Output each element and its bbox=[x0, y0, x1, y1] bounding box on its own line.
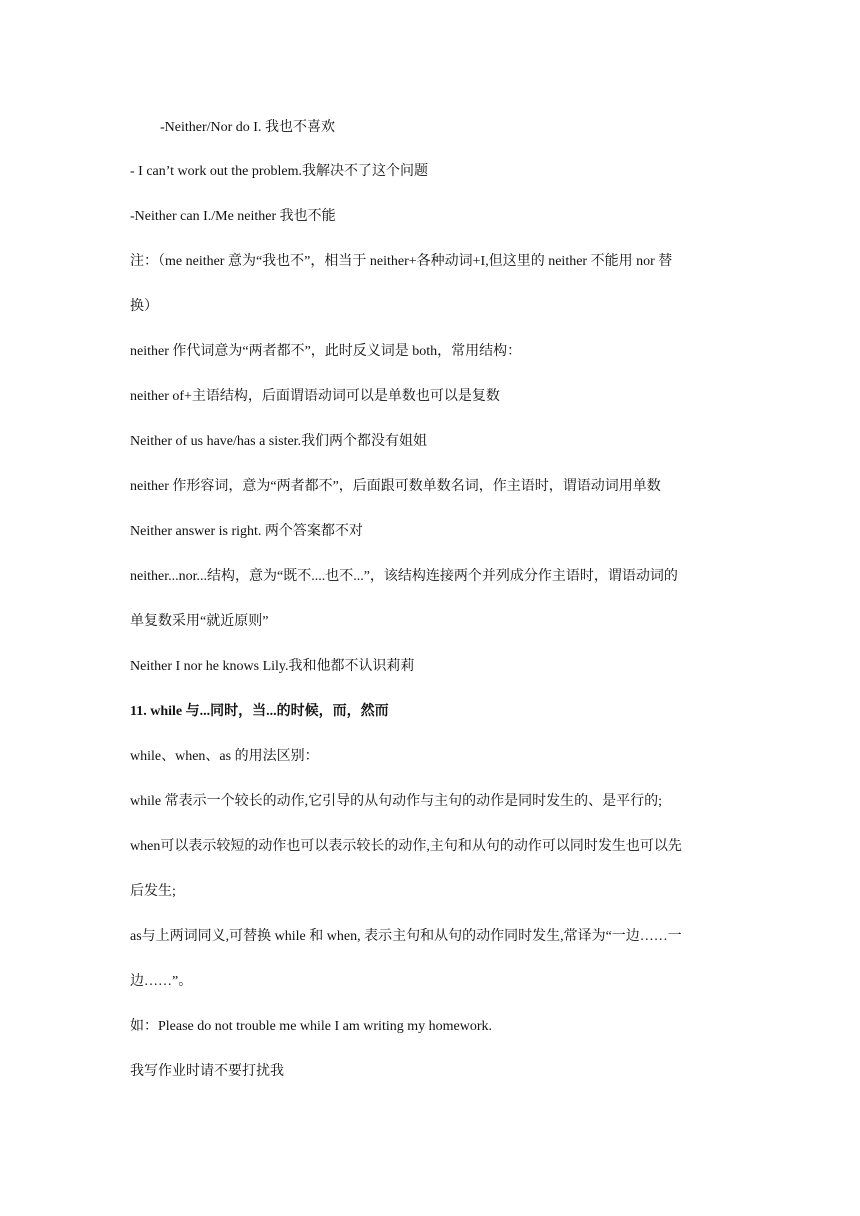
text-line-example-sister: Neither of us have/has a sister.我们两个都没有姐姐 bbox=[130, 434, 428, 449]
text-line-neither-of-structure: neither of+主语结构，后面谓语动词可以是单数也可以是复数 bbox=[130, 389, 500, 404]
text-line-example-lily: Neither I nor he knows Lily.我和他都不认识莉莉 bbox=[130, 659, 415, 674]
text-line-neither-can-i: -Neither can I./Me neither 我也不能 bbox=[130, 209, 336, 224]
text-line-neither-nor-structure: neither...nor...结构，意为“既不....也不...”，该结构连接两个并列成分作主语时，谓语动词的 bbox=[130, 569, 678, 584]
text-line-neither-pronoun: neither 作代词意为“两者都不”，此时反义词是 both，常用结构： bbox=[130, 344, 522, 359]
text-line-example-answer: Neither answer is right. 两个答案都不对 bbox=[130, 524, 363, 539]
text-line-neither-adjective: neither 作形容词，意为“两者都不”，后面跟可数单数名词，作主语时，谓语动词用单数 bbox=[130, 479, 661, 494]
text-line-example-homework: 如：Please do not trouble me while I am writing my homework. bbox=[130, 1019, 492, 1034]
text-line-cant-work-out: - I can’t work out the problem.我解决不了这个问题 bbox=[130, 164, 428, 179]
text-line-when-usage: when可以表示较短的动作也可以表示较长的动作,主句和从句的动作可以同时发生也可以先 bbox=[130, 839, 682, 854]
text-line-neither-nor-do-i: -Neither/Nor do I. 我也不喜欢 bbox=[160, 120, 335, 135]
text-line-as-usage: as与上两词同义,可替换 while 和 when, 表示主句和从句的动作同时发生,常译为“一边……一 bbox=[130, 929, 682, 944]
text-line-note-me-neither: 注：（me neither 意为“我也不”，相当于 neither+各种动词+I,但这里的 neither 不能用 nor 替 bbox=[130, 254, 673, 269]
text-line-usage-difference: while、when、as 的用法区别： bbox=[130, 749, 319, 764]
text-line-example-translation: 我写作业时请不要打扰我 bbox=[130, 1064, 284, 1079]
text-line-proximity-principle: 单复数采用“就近原则” bbox=[130, 614, 269, 629]
text-line-note-continued: 换） bbox=[130, 299, 158, 314]
text-line-when-usage-continued: 后发生; bbox=[130, 884, 176, 899]
text-line-while-usage: while 常表示一个较长的动作,它引导的从句动作与主句的动作是同时发生的、是平行的; bbox=[130, 794, 662, 809]
section-heading-while: 11. while 与...同时，当...的时候，而，然而 bbox=[130, 704, 389, 719]
text-line-as-usage-continued: 边……”。 bbox=[130, 974, 193, 989]
